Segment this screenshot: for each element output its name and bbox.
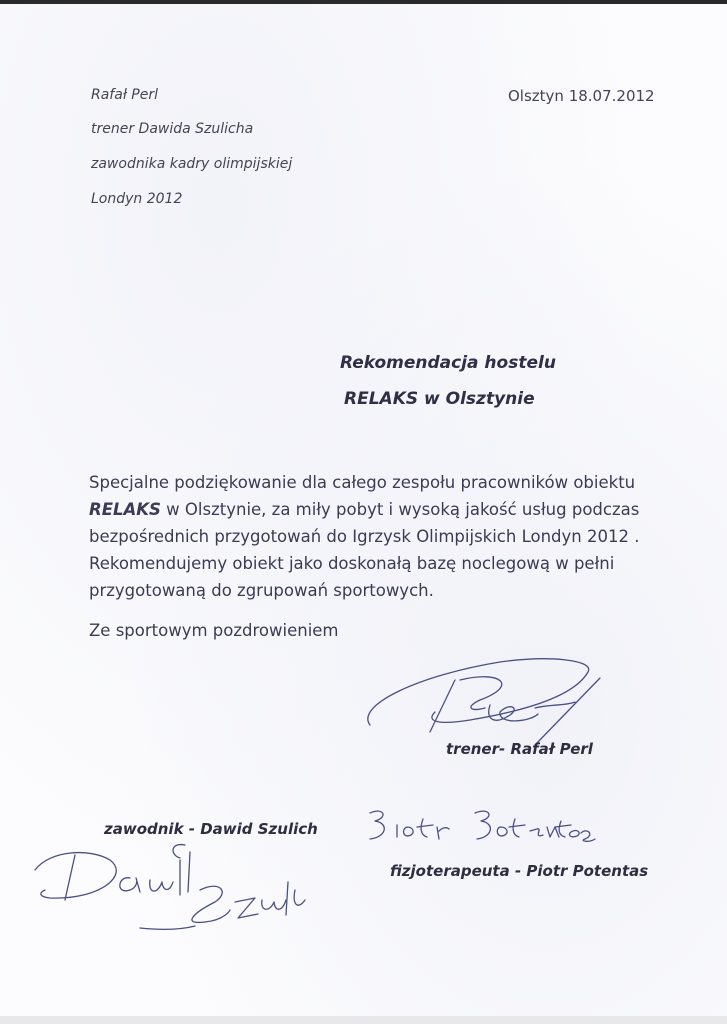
- physio-signature: [365, 805, 595, 850]
- sender-role: trener Dawida Szulicha: [91, 121, 254, 137]
- body-line-2-rest: w Olsztynie, za miły pobyt i wysoką jakość usług podczas: [160, 500, 640, 519]
- hostel-name: RELAKS: [89, 500, 161, 519]
- physio-signature-label: fizjoterapeuta - Piotr Potentas: [390, 862, 649, 880]
- scan-edge-top: [0, 0, 727, 4]
- sender-team: zawodnika kadry olimpijskiej: [91, 156, 293, 172]
- coach-signature-label: trener- Rafał Perl: [446, 740, 593, 758]
- closing-line: Ze sportowym pozdrowieniem: [89, 621, 339, 640]
- letter-title: Rekomendacja hostelu: [340, 353, 556, 373]
- body-line-2: [89, 497, 639, 522]
- athlete-signature-label: zawodnik - Dawid Szulich: [104, 820, 318, 838]
- body-line-4: Rekomendujemy obiekt jako doskonałą bazę noclegową w pełni: [89, 554, 615, 573]
- coach-signature: [360, 650, 610, 750]
- athlete-signature: [30, 830, 300, 945]
- scan-edge-bottom: [0, 1016, 727, 1024]
- body-line-3: bezpośrednich przygotowań do Igrzysk Olimpijskich Londyn 2012 .: [89, 527, 640, 546]
- letter-subtitle: RELAKS w Olsztynie: [344, 389, 535, 409]
- place-date: Olsztyn 18.07.2012: [508, 87, 655, 105]
- sender-event: Londyn 2012: [91, 191, 183, 207]
- body-line-1: Specjalne podziękowanie dla całego zespołu pracowników obiektu: [89, 473, 636, 492]
- sender-name: Rafał Perl: [91, 87, 158, 103]
- body-line-5: przygotowaną do zgrupowań sportowych.: [89, 581, 434, 600]
